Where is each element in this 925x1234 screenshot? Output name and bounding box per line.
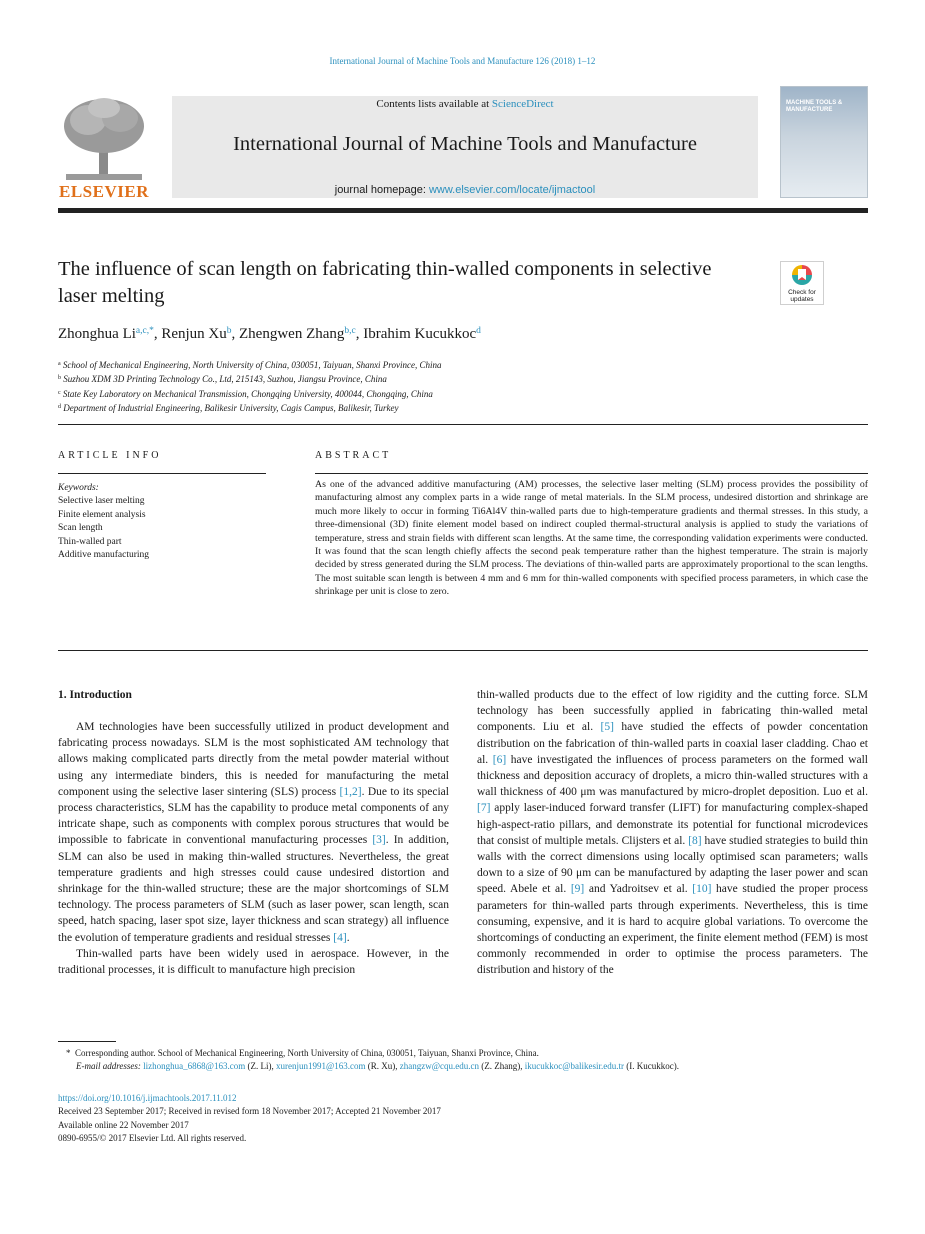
citation-link[interactable]: [1,2] <box>339 785 362 798</box>
abstract-text: As one of the advanced additive manufacturing (AM) processes, the selective laser melting (SLM) process provides the possibility of manufacturing almost any complex parts in a wide range of metal materials. In the SLM process, undesired distortion and shrinkage are much more likely to occur in forming Ti6Al4V thin-walled parts due to high-temperature gradients and thermal stresses. In this study, a three-dimensional (3D) finite element model based on indirect coupled thermal-structural analysis is applied to study the variations of temperature, stress and strain fields with different scan lengths. At the same time, the corresponding validation experiments were conducted. It was found that the scan length chiefly affects the second peak temperature rather than the highest temperature. The strain is majorly decided by stress generated during the SLM process. The deviations of thin-walled parts are approximately proportional to the scan lengths. The most suitable scan length is between 4 mm and 6 mm for thin-walled components with specified process parameters, in which case the shrinkage per unit is close to zero. <box>315 479 868 598</box>
email-addresses: E-mail addresses: lizhonghua_6868@163.com (Z. Li), xurenjun1991@163.com (R. Xu), zhangzw@cqu.edu.cn (Z. Zhang), ikucukkoc@balikesir.edu.tr (I. Kucukkoc). <box>76 1061 679 1072</box>
keyword-item: Selective laser melting <box>58 496 145 507</box>
email-link[interactable]: zhangzw@cqu.edu.cn <box>399 1061 479 1072</box>
affiliation-item: $^b$ Suzhou XDM 3D Printing Technology Co., Ltd, 215143, Suzhou, Jiangsu Province, China <box>58 374 387 385</box>
affiliation-list <box>58 358 858 416</box>
journal-citation-link[interactable]: International Journal of Machine Tools and Manufacture 126 (2018) 1–12 <box>329 56 596 66</box>
contents-line: Contents lists available at ScienceDirect <box>376 98 554 110</box>
affiliation-item: $^a$ School of Mechanical Engineering, North University of China, 030051, Taiyuan, Shanxi Province, China <box>58 360 442 370</box>
citation-link[interactable]: [3] <box>372 834 386 847</box>
citation-link[interactable]: [4] <box>333 931 347 944</box>
available-online-date: Available online 22 November 2017 <box>58 1119 189 1130</box>
info-label-divider <box>58 473 266 474</box>
keyword-item: Finite element analysis <box>58 509 146 520</box>
journal-title: International Journal of Machine Tools and Manufacture <box>233 133 697 155</box>
author-affiliation-marks[interactable]: a,c,* <box>135 326 154 336</box>
author-name[interactable]: Ibrahim Kucukkoc <box>363 326 477 342</box>
elsevier-wordmark: ELSEVIER <box>59 182 149 201</box>
author-affiliation-marks[interactable]: b <box>226 326 232 336</box>
intro-paragraph-2: Thin-walled parts have been widely used in aerospace. However, in the traditional processes, it is difficult to manufacture high precision <box>58 947 449 977</box>
citation-link[interactable]: [8] <box>688 834 702 847</box>
email-link[interactable]: ikucukkoc@balikesir.edu.tr <box>524 1061 624 1072</box>
author-name[interactable]: Zhengwen Zhang <box>239 326 345 342</box>
article-history <box>58 1092 868 1146</box>
copyright-line: 0890-6955/© 2017 Elsevier Ltd. All rights reserved. <box>58 1133 247 1144</box>
keywords-label: Keywords: <box>58 483 99 493</box>
body-column-left <box>58 719 449 978</box>
abstract-label-divider <box>315 473 868 474</box>
article-info-label: ARTICLE INFO <box>58 450 162 461</box>
affiliation-item: $^c$ State Key Laboratory on Mechanical Transmission, Chongqing University, 400044, Chongqing, China <box>58 388 433 399</box>
keywords-block <box>58 482 278 562</box>
homepage-link[interactable]: www.elsevier.com/locate/ijmactool <box>428 184 596 196</box>
received-dates: Received 23 September 2017; Received in revised form 18 November 2017; Accepted 21 November 2017 <box>58 1106 441 1117</box>
keyword-item: Scan length <box>58 523 103 534</box>
citation-link[interactable]: [9] <box>570 883 585 896</box>
author-affiliation-marks[interactable]: b,c <box>344 326 356 336</box>
crossmark-icon <box>781 262 823 288</box>
email-link[interactable]: lizhonghua_6868@163.com <box>143 1061 246 1072</box>
author-name[interactable]: Zhonghua Li <box>58 326 136 342</box>
journal-homepage-line: journal homepage: www.elsevier.com/locate/ijmactool <box>334 184 596 196</box>
intro-paragraph-1: AM technologies have been successfully utilized in product development and fabricating process nowadays. SLM is the most sophisticated AM technology that allows making complicated parts directly from the metal powder material without using any intermediate binders, this is needed for manufacturing the metal component using the selective laser sintering (SLS) process [1,2]. Due to its special process characteristics, SLM has the capability to produce metal components of any intricate shape, such as components with complex porous structures that would be impossible to fabricate in conventional manufacturing processes [3]. In addition, SLM can also be used in making thin-walled structures. Nevertheless, the great temperature gradients and high stresses could cause undesired distortion and shrinkage for the thin-walled structure; these are the major shortcomings of SLM technology. The process parameters of SLM (such as laser power, scan length, scan speed, hatch spacing, laser spot size, layer thickness and scan strategy) all influence the evolution of temperature gradients and residual stresses [4]. <box>58 721 449 944</box>
corresponding-author-note: * Corresponding author. School of Mechanical Engineering, North University of China, 030051, Taiyuan, Shanxi Province, China. <box>66 1048 539 1058</box>
affiliation-item: $^d$ Department of Industrial Engineering, Balikesir University, Cagis Campus, Balikesir, Turkey <box>58 403 399 414</box>
footnote-divider <box>58 1041 116 1042</box>
keyword-item: Additive manufacturing <box>58 550 150 561</box>
email-link[interactable]: xurenjun1991@163.com <box>275 1061 366 1072</box>
introduction-heading: 1. Introduction <box>58 689 132 701</box>
citation-link[interactable]: [6] <box>492 753 507 766</box>
footnotes <box>58 1047 868 1074</box>
citation-link[interactable]: [10] <box>692 883 712 896</box>
citation-link[interactable]: [5] <box>600 721 614 734</box>
abstract-label: ABSTRACT <box>315 450 392 461</box>
author-affiliation-marks[interactable]: d <box>476 326 481 336</box>
sciencedirect-link[interactable]: ScienceDirect <box>491 98 554 110</box>
info-top-divider <box>58 424 868 425</box>
intro-paragraph-continued: thin-walled products due to the effect of low rigidity and the cutting force. SLM technology has been successfully applied in fabricating thin-walled metal components. Liu et al. [5] have studied the effects of powder concentation distribution on the fabrication of thin-walled parts in coaxial laser cladding. Chao et al. [6] have investigated the influences of process parameters on the formed wall thickness and deposition accuracy of droplets, a micro thin-walled structures with a wall thickness of 400 μm was manufactured by micro-droplet deposition. Luo et al. [7] apply laser-induced forward transfer (LIFT) for manufacturing complex-shaped high-aspect-ratio pillars, and demonstrate its potential for functional microdevices that consist of multiple metals. Clijsters et al. [8] have studied strategies to build thin walls with the correct dimensions using locally optimised scan parameters; walls down to a size of 90 μm can be manufactured by adapting the laser power and scan speed. Abele et al. [9] and Yadroitsev et al. [10] have studied the proper process parameters for thin-walled parts through experiments. Nevertheless, this is time consuming, expensive, and it is hard to acquire global variations. To overcome the shortcomings of conducting an experiment, the finite element method (FEM) is most commonly recommended in order to optimise the process parameters. The distribution and history of the <box>477 689 868 977</box>
author-name[interactable]: Renjun Xu <box>161 326 227 342</box>
citation-link[interactable]: [7] <box>477 802 491 815</box>
article-title: The influence of scan length on fabricating thin-walled components in selective laser melting <box>58 258 712 307</box>
doi-link[interactable]: https://doi.org/10.1016/j.ijmachtools.2017.11.012 <box>58 1093 237 1103</box>
author-list: Zhonghua $Li^{a,c,*}$, Renjun Xu$^b$, Zhengwen Zhang$^{b,c}$, Ibrahim Kucukkoc$^d$ <box>58 326 481 342</box>
body-column-right <box>477 687 868 979</box>
check-for-updates-label: Check for updates <box>788 289 816 303</box>
keyword-item: Thin-walled part <box>58 536 122 547</box>
journal-cover-title: MACHINE TOOLS & MANUFACTURE <box>786 100 843 113</box>
header-divider <box>58 208 868 213</box>
abstract-bottom-divider <box>58 650 868 651</box>
